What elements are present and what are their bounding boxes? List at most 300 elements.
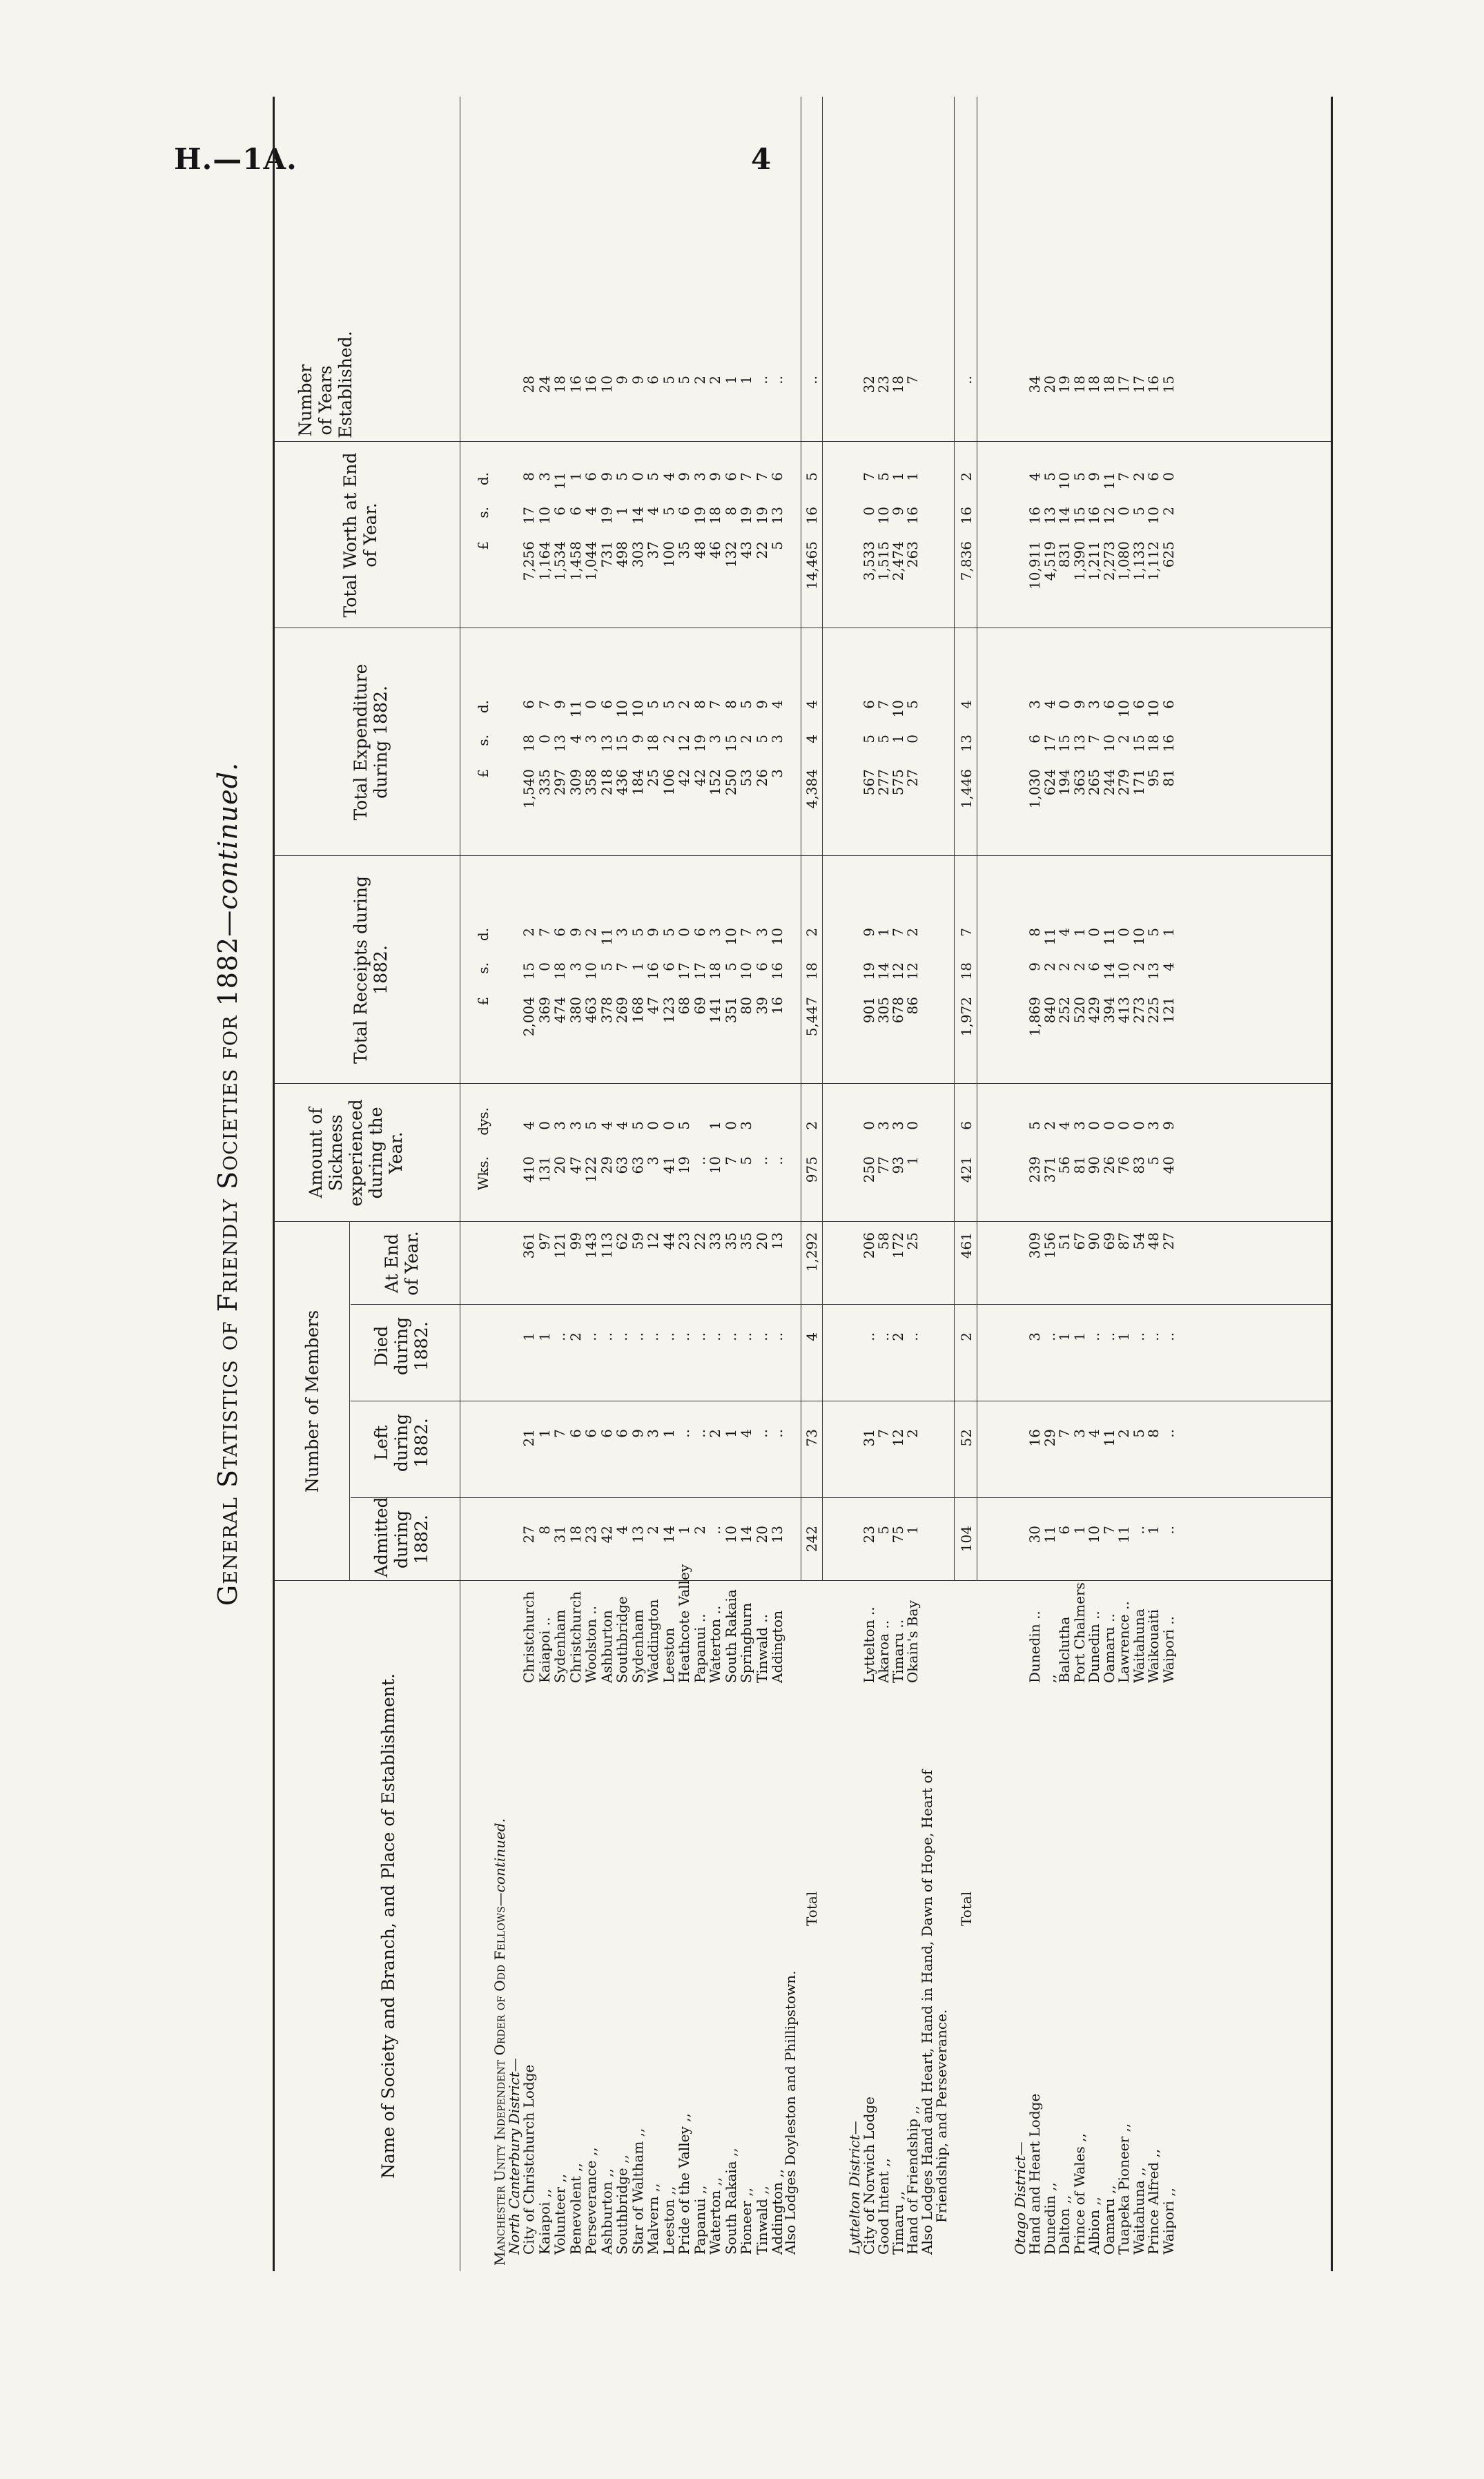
note-text: Also Lodges Hand and Heart, Hand in Hand, Dawn of Hope, Heart of (919, 1769, 935, 2255)
cell-died: 1 (536, 1332, 553, 1341)
cell-worth-l: 14,465 (803, 541, 820, 590)
table-row (891, 97, 906, 2271)
cell-receipts-d: 7 (536, 928, 553, 937)
cell-receipts-s: 10 (738, 962, 754, 980)
cell-receipts-s: 0 (536, 962, 553, 971)
cell-years: 16 (1145, 376, 1162, 393)
cell-worth-d: 2 (1130, 472, 1147, 481)
cell-sick-days: 0 (1100, 1121, 1117, 1130)
cell-worth-d: 6 (722, 472, 739, 481)
cell-died: 2 (890, 1332, 906, 1341)
table-row (1087, 97, 1102, 2271)
note-text: Friendship, and Perseverance. (933, 2009, 950, 2223)
cell-receipts-d: 3 (707, 928, 723, 937)
cell-receipts-l: 123 (660, 997, 677, 1024)
cell-admitted: 4 (614, 1526, 630, 1535)
cell-died: 1 (1056, 1332, 1073, 1341)
cell-admitted: 23 (861, 1526, 877, 1544)
cell-worth-s: 6 (567, 507, 584, 516)
table-row (1132, 97, 1146, 2271)
table-row (584, 97, 598, 2271)
table-row (646, 97, 661, 2271)
cell-exp-s: 13 (1071, 735, 1088, 752)
cell-years: 2 (707, 376, 723, 385)
cell-branch-name: Perseverance ,, (583, 2147, 599, 2255)
cell-sick-weeks: 41 (660, 1156, 677, 1174)
cell-receipts-l: 840 (1041, 997, 1058, 1024)
society-continued: continued. (491, 1818, 508, 1893)
cell-worth-l: 1,390 (1071, 541, 1088, 581)
table-row (770, 97, 785, 2271)
cell-sick-weeks: 20 (551, 1156, 568, 1174)
cell-exp-d: 5 (738, 700, 754, 709)
cell-exp-s: 6 (1026, 735, 1043, 743)
cell-sick-weeks: 19 (676, 1156, 692, 1174)
cell-worth-s: 2 (1160, 507, 1177, 516)
cell-place: Leeston (660, 1627, 677, 1683)
cell-worth-d: 5 (1071, 472, 1088, 481)
cell-sick-days: 2 (803, 1121, 820, 1130)
cell-exp-d: 9 (551, 700, 568, 709)
cell-admitted: 1 (1071, 1526, 1088, 1535)
cell-end-year: 309 (1026, 1232, 1043, 1259)
cell-branch-name: Hand and Heart Lodge (1026, 2093, 1043, 2255)
cell-place: Waikouaiti (1145, 1609, 1162, 1683)
cell-admitted: 42 (598, 1526, 615, 1544)
cell-receipts-s: 18 (803, 962, 820, 980)
cell-years: 16 (583, 376, 599, 393)
cell-end-year: 1,292 (803, 1232, 820, 1272)
cell-sick-weeks: .. (691, 1156, 708, 1165)
cell-exp-s: 15 (722, 735, 739, 752)
cell-exp-s: 18 (520, 735, 537, 752)
cell-receipts-l: 1,869 (1026, 997, 1043, 1037)
cell-receipts-d: 2 (583, 928, 599, 937)
cell-place: Dunedin .. (1086, 1611, 1102, 1683)
cell-sick-weeks: 76 (1115, 1156, 1132, 1174)
cell-exp-s: 2 (660, 735, 677, 743)
cell-worth-l: 2,273 (1100, 541, 1117, 581)
cell-worth-l: 37 (645, 541, 661, 559)
cell-died: .. (1145, 1332, 1162, 1341)
cell-left: 6 (583, 1429, 599, 1438)
cell-sick-days: 3 (1071, 1121, 1088, 1130)
cell-sick-weeks: 7 (722, 1156, 739, 1165)
cell-receipts-l: 68 (676, 997, 692, 1015)
cell-years: 34 (1026, 376, 1043, 393)
cell-admitted: 2 (645, 1526, 661, 1535)
cell-died: 1 (520, 1332, 537, 1341)
cell-worth-l: 4,519 (1041, 541, 1058, 581)
total-label: Total (803, 1891, 820, 1926)
cell-died: .. (645, 1332, 661, 1341)
cell-receipts-d: 7 (738, 928, 754, 937)
cell-sick-days: 0 (645, 1121, 661, 1130)
cell-receipts-d: 1 (875, 928, 892, 937)
cell-admitted: 104 (958, 1526, 975, 1553)
cell-worth-d: 7 (738, 472, 754, 481)
cell-exp-s: 13 (958, 735, 975, 752)
cell-worth-s: 10 (1145, 507, 1162, 525)
cell-exp-s: 13 (598, 735, 615, 752)
cell-left: 21 (520, 1429, 537, 1447)
cell-exp-l: 53 (738, 769, 754, 787)
cell-years: 5 (660, 376, 677, 385)
cell-receipts-s: 18 (707, 962, 723, 980)
cell-exp-l: 567 (861, 769, 877, 796)
cell-exp-s: 12 (676, 735, 692, 752)
cell-admitted: 31 (551, 1526, 568, 1544)
cell-sick-weeks: 56 (1056, 1156, 1073, 1174)
cell-receipts-l: 429 (1086, 997, 1102, 1024)
cell-worth-l: 625 (1160, 541, 1177, 568)
cell-exp-d: 7 (875, 700, 892, 709)
table-row (1102, 97, 1117, 2271)
cell-worth-d: 2 (958, 472, 975, 481)
cell-receipts-d: 4 (1056, 928, 1073, 937)
cell-receipts-d: 1 (1071, 928, 1088, 937)
cell-died: 1 (1115, 1332, 1132, 1341)
table-row (877, 97, 891, 2271)
cell-died: 2 (958, 1332, 975, 1341)
cell-exp-s: 0 (904, 735, 921, 743)
cell-exp-l: 25 (645, 769, 661, 787)
table-row (538, 97, 552, 2271)
cell-worth-l: 303 (629, 541, 646, 568)
cell-exp-l: 309 (567, 769, 584, 796)
cell-branch-name: Albion ,, (1086, 2196, 1102, 2255)
cell-sick-weeks: 63 (614, 1156, 630, 1174)
cell-worth-s: 10 (875, 507, 892, 525)
cell-left: 31 (861, 1429, 877, 1447)
cell-receipts-s: 15 (520, 962, 537, 980)
cell-died: .. (691, 1332, 708, 1341)
cell-place: Tinwald .. (753, 1614, 770, 1683)
cell-receipts-s: 7 (614, 962, 630, 971)
cell-place: Waddington (645, 1599, 661, 1683)
cell-exp-d: 3 (1026, 700, 1043, 709)
cell-left: 2 (707, 1429, 723, 1438)
cell-receipts-d: 10 (769, 928, 785, 946)
cell-sick-days: 6 (958, 1121, 975, 1130)
cell-worth-s: 9 (890, 507, 906, 516)
lyttelton-note (920, 97, 935, 2271)
cell-exp-l: 436 (614, 769, 630, 796)
cell-receipts-s: 10 (1115, 962, 1132, 980)
header-expenditure: Total Expenditure during 1882. (351, 663, 391, 821)
cell-left: 73 (803, 1429, 820, 1447)
cell-place: Springburn (738, 1602, 754, 1683)
cell-sick-weeks: 5 (738, 1156, 754, 1165)
cell-worth-s: 16 (1026, 507, 1043, 525)
cell-exp-s: 4 (803, 735, 820, 743)
page-number: 4 (751, 142, 772, 176)
cell-years: 28 (520, 376, 537, 393)
cell-left: .. (691, 1429, 708, 1438)
cell-worth-s: 5 (660, 507, 677, 516)
cell-worth-s: 16 (1086, 507, 1102, 525)
cell-died: .. (707, 1332, 723, 1341)
cell-worth-d: 1 (567, 472, 584, 481)
cell-end-year: 113 (598, 1232, 615, 1259)
cell-receipts-s: 17 (676, 962, 692, 980)
cell-sick-days: 4 (1056, 1121, 1073, 1130)
cell-died: .. (598, 1332, 615, 1341)
cell-left: 6 (598, 1429, 615, 1438)
cell-exp-s: 2 (738, 735, 754, 743)
cell-years: 23 (875, 376, 892, 393)
cell-branch-name: Benevolent ,, (567, 2163, 584, 2255)
cell-exp-l: 1,446 (958, 769, 975, 809)
cell-worth-d: 5 (875, 472, 892, 481)
cell-receipts-d: 1 (1160, 928, 1177, 937)
cell-exp-l: 4,384 (803, 769, 820, 809)
cell-sick-days: 0 (1115, 1121, 1132, 1130)
cell-worth-d: 4 (660, 472, 677, 481)
cell-exp-d: 7 (707, 700, 723, 709)
cell-place: Dunedin .. (1026, 1611, 1043, 1683)
cell-admitted: 8 (536, 1526, 553, 1535)
cell-years: .. (769, 376, 785, 385)
cell-worth-l: 22 (753, 541, 770, 559)
cell-sick-days: 3 (875, 1121, 892, 1130)
cell-died: .. (1130, 1332, 1147, 1341)
cell-left: 29 (1041, 1429, 1058, 1447)
cell-worth-s: 4 (645, 507, 661, 516)
cell-end-year: 27 (1160, 1232, 1177, 1250)
cell-admitted: 11 (1115, 1526, 1132, 1544)
cell-receipts-l: 269 (614, 997, 630, 1024)
cell-worth-d: 3 (536, 472, 553, 481)
cell-sick-weeks: 83 (1130, 1156, 1147, 1174)
note-text: Also Lodges Doyleston and Phillipstown. (782, 1970, 799, 2255)
cell-receipts-d: 9 (861, 928, 877, 937)
header-members-group: Number of Members (302, 1310, 322, 1493)
cell-receipts-d: 11 (1041, 928, 1058, 946)
table-row (615, 97, 629, 2271)
cell-worth-l: 7,256 (520, 541, 537, 581)
cell-left: 1 (660, 1429, 677, 1438)
table-row (724, 97, 739, 2271)
cell-end-year: 97 (536, 1232, 553, 1250)
cell-branch-name: Pioneer ,, (738, 2187, 754, 2255)
cell-sick-days: 0 (536, 1121, 553, 1130)
cell-admitted: 13 (629, 1526, 646, 1544)
table-row (1057, 97, 1072, 2271)
district-heading-north (507, 97, 522, 2271)
cell-died: .. (753, 1332, 770, 1341)
cell-exp-d: 10 (1115, 700, 1132, 718)
cell-branch-name: Kaiapoi ,, (536, 2188, 553, 2255)
cell-exp-s: 15 (1056, 735, 1073, 752)
cell-end-year: 35 (738, 1232, 754, 1250)
cell-receipts-s: 19 (861, 962, 877, 980)
cell-sick-weeks: 122 (583, 1156, 599, 1183)
unit-pound: £ (475, 541, 491, 550)
cell-left: 4 (738, 1429, 754, 1438)
cell-place: Christchurch (567, 1591, 584, 1683)
cell-worth-l: 5 (769, 541, 785, 550)
cell-worth-d: 11 (551, 472, 568, 490)
cell-years: .. (958, 376, 975, 385)
cell-years: 1 (722, 376, 739, 385)
unit-pound: £ (475, 997, 491, 1006)
cell-receipts-d: 11 (1100, 928, 1117, 946)
cell-worth-d: 5 (645, 472, 661, 481)
cell-sick-days: 3 (551, 1121, 568, 1130)
cell-end-year: 99 (567, 1232, 584, 1250)
cell-sick-days: 0 (660, 1121, 677, 1130)
cell-branch-name: Waitahuna ,, (1130, 2167, 1147, 2255)
cell-died: .. (660, 1332, 677, 1341)
cell-sick-days: 0 (1086, 1121, 1102, 1130)
cell-years: 24 (536, 376, 553, 393)
cell-worth-s: 19 (598, 507, 615, 525)
unit-pound: £ (475, 769, 491, 778)
cell-sick-weeks: 81 (1071, 1156, 1088, 1174)
cell-worth-l: 498 (614, 541, 630, 568)
cell-end-year: 13 (769, 1232, 785, 1250)
cell-worth-l: 1,211 (1086, 541, 1102, 581)
cell-exp-l: 624 (1041, 769, 1058, 796)
cell-worth-d: 8 (520, 472, 537, 481)
cell-worth-l: 1,164 (536, 541, 553, 581)
cell-died: 3 (1026, 1332, 1043, 1341)
cell-exp-s: 0 (536, 735, 553, 743)
cell-years: 2 (691, 376, 708, 385)
cell-place: ,, (1041, 1674, 1058, 1683)
cell-worth-s: 17 (520, 507, 537, 525)
cell-receipts-s: 17 (691, 962, 708, 980)
cell-place: Heathcote Valley (676, 1564, 692, 1683)
cell-years: .. (753, 376, 770, 385)
cell-place: Okain's Bay (904, 1600, 921, 1683)
cell-worth-s: 14 (1056, 507, 1073, 525)
cell-exp-d: 6 (520, 700, 537, 709)
cell-worth-d: 7 (861, 472, 877, 481)
cell-exp-d: 2 (676, 700, 692, 709)
cell-receipts-d: 6 (691, 928, 708, 937)
cell-branch-name: Prince Alfred ,, (1145, 2148, 1162, 2255)
cell-exp-l: 42 (691, 769, 708, 787)
cell-exp-s: 17 (1041, 735, 1058, 752)
cell-end-year: 51 (1056, 1232, 1073, 1250)
cell-worth-d: 7 (1115, 472, 1132, 481)
cell-sick-weeks: 371 (1041, 1156, 1058, 1183)
cell-receipts-l: 47 (645, 997, 661, 1015)
lyttelton-note-cont (935, 97, 949, 2271)
cell-admitted: 1 (676, 1526, 692, 1535)
cell-receipts-s: 1 (629, 962, 646, 971)
header-name: Name of Society and Branch, and Place of Establishment. (378, 1673, 398, 2179)
cell-branch-name: Pride of the Valley ,, (676, 2113, 692, 2255)
cell-worth-d: 7 (753, 472, 770, 481)
cell-branch-name: Volunteer ,, (551, 2173, 568, 2255)
table-caption (197, 97, 259, 2271)
cell-years: 18 (890, 376, 906, 393)
total-label: Total (958, 1891, 975, 1926)
cell-receipts-l: 378 (598, 997, 615, 1024)
table-row (553, 97, 567, 2271)
unit-shilling: s. (475, 962, 491, 974)
cell-receipts-l: 474 (551, 997, 568, 1024)
cell-end-year: 361 (520, 1232, 537, 1259)
cell-worth-d: 9 (598, 472, 615, 481)
cell-receipts-d: 9 (645, 928, 661, 937)
cell-worth-s: 19 (753, 507, 770, 525)
cell-receipts-d: 5 (629, 928, 646, 937)
cell-years: 18 (1086, 376, 1102, 393)
cell-exp-s: 3 (583, 735, 599, 743)
cell-end-year: 58 (875, 1232, 892, 1250)
cell-receipts-l: 69 (691, 997, 708, 1015)
cell-left: .. (676, 1429, 692, 1438)
cell-admitted: 14 (660, 1526, 677, 1544)
cell-exp-d: 8 (722, 700, 739, 709)
cell-sick-days: 3 (567, 1121, 584, 1130)
cell-receipts-l: 16 (769, 997, 785, 1015)
cell-exp-l: 363 (1071, 769, 1088, 796)
cell-place: Waitahuna (1130, 1608, 1147, 1683)
cell-exp-l: 575 (890, 769, 906, 796)
cell-receipts-s: 12 (904, 962, 921, 980)
cell-left: .. (1160, 1429, 1177, 1438)
district-name: North Canterbury District— (506, 2058, 523, 2255)
cell-exp-s: 15 (614, 735, 630, 752)
cell-exp-l: 358 (583, 769, 599, 796)
table-row (631, 97, 645, 2271)
cell-years: 16 (567, 376, 584, 393)
cell-place: Lyttelton .. (861, 1606, 877, 1683)
cell-exp-l: 218 (598, 769, 615, 796)
cell-receipts-l: 520 (1071, 997, 1088, 1024)
cell-receipts-s: 9 (1026, 962, 1043, 971)
cell-exp-l: 152 (707, 769, 723, 796)
cell-admitted: 7 (1100, 1526, 1117, 1535)
cell-died: .. (1160, 1332, 1177, 1341)
cell-branch-name: Waterton ,, (707, 2177, 723, 2255)
cell-left: 11 (1100, 1429, 1117, 1447)
cell-exp-s: 4 (567, 735, 584, 743)
cell-exp-l: 277 (875, 769, 892, 796)
cell-end-year: 143 (583, 1232, 599, 1259)
table-row (1028, 97, 1042, 2271)
cell-worth-d: 4 (1026, 472, 1043, 481)
cell-receipts-l: 678 (890, 997, 906, 1024)
cell-left: 7 (875, 1429, 892, 1438)
cell-receipts-d: 3 (614, 928, 630, 937)
cell-exp-s: 5 (753, 735, 770, 743)
cell-end-year: 121 (551, 1232, 568, 1259)
cell-receipts-d: 2 (803, 928, 820, 937)
cell-receipts-s: 2 (1071, 962, 1088, 971)
cell-died: 1 (1071, 1332, 1088, 1341)
cell-sick-weeks: 63 (629, 1156, 646, 1174)
cell-sick-days: 3 (1145, 1121, 1162, 1130)
cell-receipts-l: 121 (1160, 997, 1177, 1024)
cell-receipts-d: 7 (958, 928, 975, 937)
cell-worth-l: 7,836 (958, 541, 975, 581)
cell-years: 6 (645, 376, 661, 385)
cell-place: Waipori .. (1160, 1615, 1177, 1683)
cell-worth-d: 0 (1160, 472, 1177, 481)
cell-exp-l: 184 (629, 769, 646, 796)
cell-worth-l: 48 (691, 541, 708, 559)
cell-died: .. (1041, 1332, 1058, 1341)
cell-receipts-l: 225 (1145, 997, 1162, 1024)
cell-exp-d: 0 (583, 700, 599, 709)
cell-receipts-l: 1,972 (958, 997, 975, 1037)
